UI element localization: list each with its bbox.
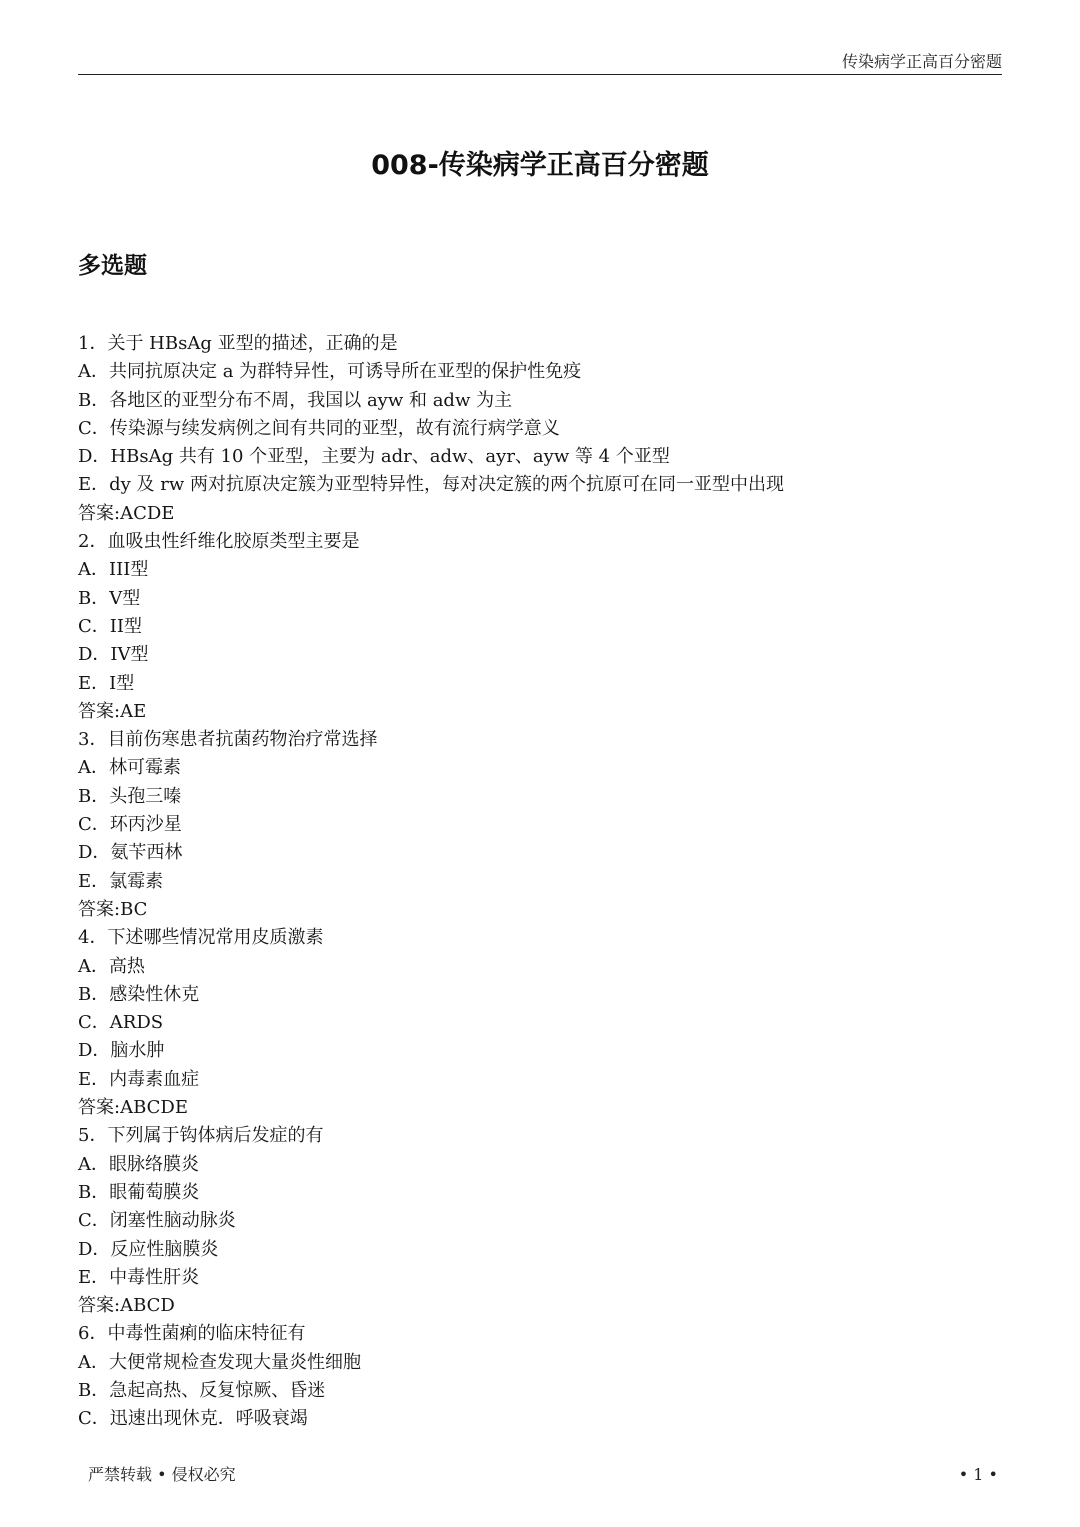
answer-option: A．林可霉素 [78,757,181,779]
copyright-notice: 严禁转载 • 侵权必究 [88,1465,236,1484]
question-stem: 6．中毒性菌痢的临床特征有 [78,1323,306,1345]
question-stem: 5．下列属于钩体病后发症的有 [78,1125,324,1147]
answer-option: C．ARDS [78,1012,164,1034]
answer-key: 答案:AE [78,700,147,722]
answer-option: B．头孢三嗪 [78,785,182,807]
answer-option: C．传染源与续发病例之间有共同的亚型，故有流行病学意义 [78,417,560,439]
question-stem: 3．目前伤寒患者抗菌药物治疗常选择 [78,729,378,751]
answer-option: A．共同抗原决定 a 为群特异性，可诱导所在亚型的保护性免疫 [78,361,582,383]
page-number: • 1 • [958,1465,998,1484]
answer-option: A．III型 [78,559,149,581]
header-divider [78,74,1002,75]
answer-option: A．高热 [78,955,145,977]
question-stem: 4．下述哪些情况常用皮质激素 [78,927,324,949]
answer-key: 答案:ABCD [78,1295,175,1317]
answer-option: C．闭塞性脑动脉炎 [78,1210,236,1232]
answer-key: 答案:ABCDE [78,1097,188,1119]
answer-option: C．II型 [78,615,142,637]
answer-option: E．I型 [78,672,135,694]
question-block [78,1320,1002,1433]
question-list [78,330,1002,1434]
answer-option: A．大便常规检查发现大量炎性细胞 [78,1351,361,1373]
answer-option: E．内毒素血症 [78,1068,200,1090]
question-stem: 1．关于 HBsAg 亚型的描述，正确的是 [78,333,398,354]
answer-option: B．感染性休克 [78,983,200,1005]
answer-option: B．急起高热、反复惊厥、昏迷 [78,1379,326,1401]
answer-option: D．脑水肿 [78,1040,165,1062]
answer-option: B．V型 [78,587,141,609]
running-header: 传染病学正高百分密题 [841,52,1002,71]
answer-option: C．环丙沙星 [78,814,182,836]
answer-option: D．IV型 [78,644,149,666]
answer-option: E．中毒性肝炎 [78,1266,200,1288]
question-block [78,726,1002,924]
question-block [78,330,1002,528]
answer-option: B．眼葡萄膜炎 [78,1181,200,1203]
question-block [78,1122,1002,1320]
answer-key: 答案:BC [78,898,148,920]
question-block [78,924,1002,1122]
question-block [78,528,1002,726]
answer-option: A．眼脉络膜炎 [78,1153,199,1175]
answer-key: 答案:ACDE [78,502,175,524]
answer-option: D．反应性脑膜炎 [78,1238,219,1260]
answer-option: E．dy 及 rw 两对抗原决定簇为亚型特异性，每对决定簇的两个抗原可在同一亚型中出现 [78,474,785,496]
section-title: 多选题 [78,253,147,279]
answer-option: D．HBsAg 共有 10 个亚型，主要为 adr、adw、ayr、ayw 等 4 个亚型 [78,446,670,468]
document-title: 008-传染病学正高百分密题 [371,150,709,181]
answer-option: E．氯霉素 [78,870,164,892]
answer-option: B．各地区的亚型分布不周，我国以 ayw 和 adw 为主 [78,389,513,411]
question-stem: 2．血吸虫性纤维化胶原类型主要是 [78,531,360,553]
answer-option: C．迅速出现休克．呼吸衰竭 [78,1408,308,1430]
answer-option: D．氨苄西林 [78,842,183,864]
